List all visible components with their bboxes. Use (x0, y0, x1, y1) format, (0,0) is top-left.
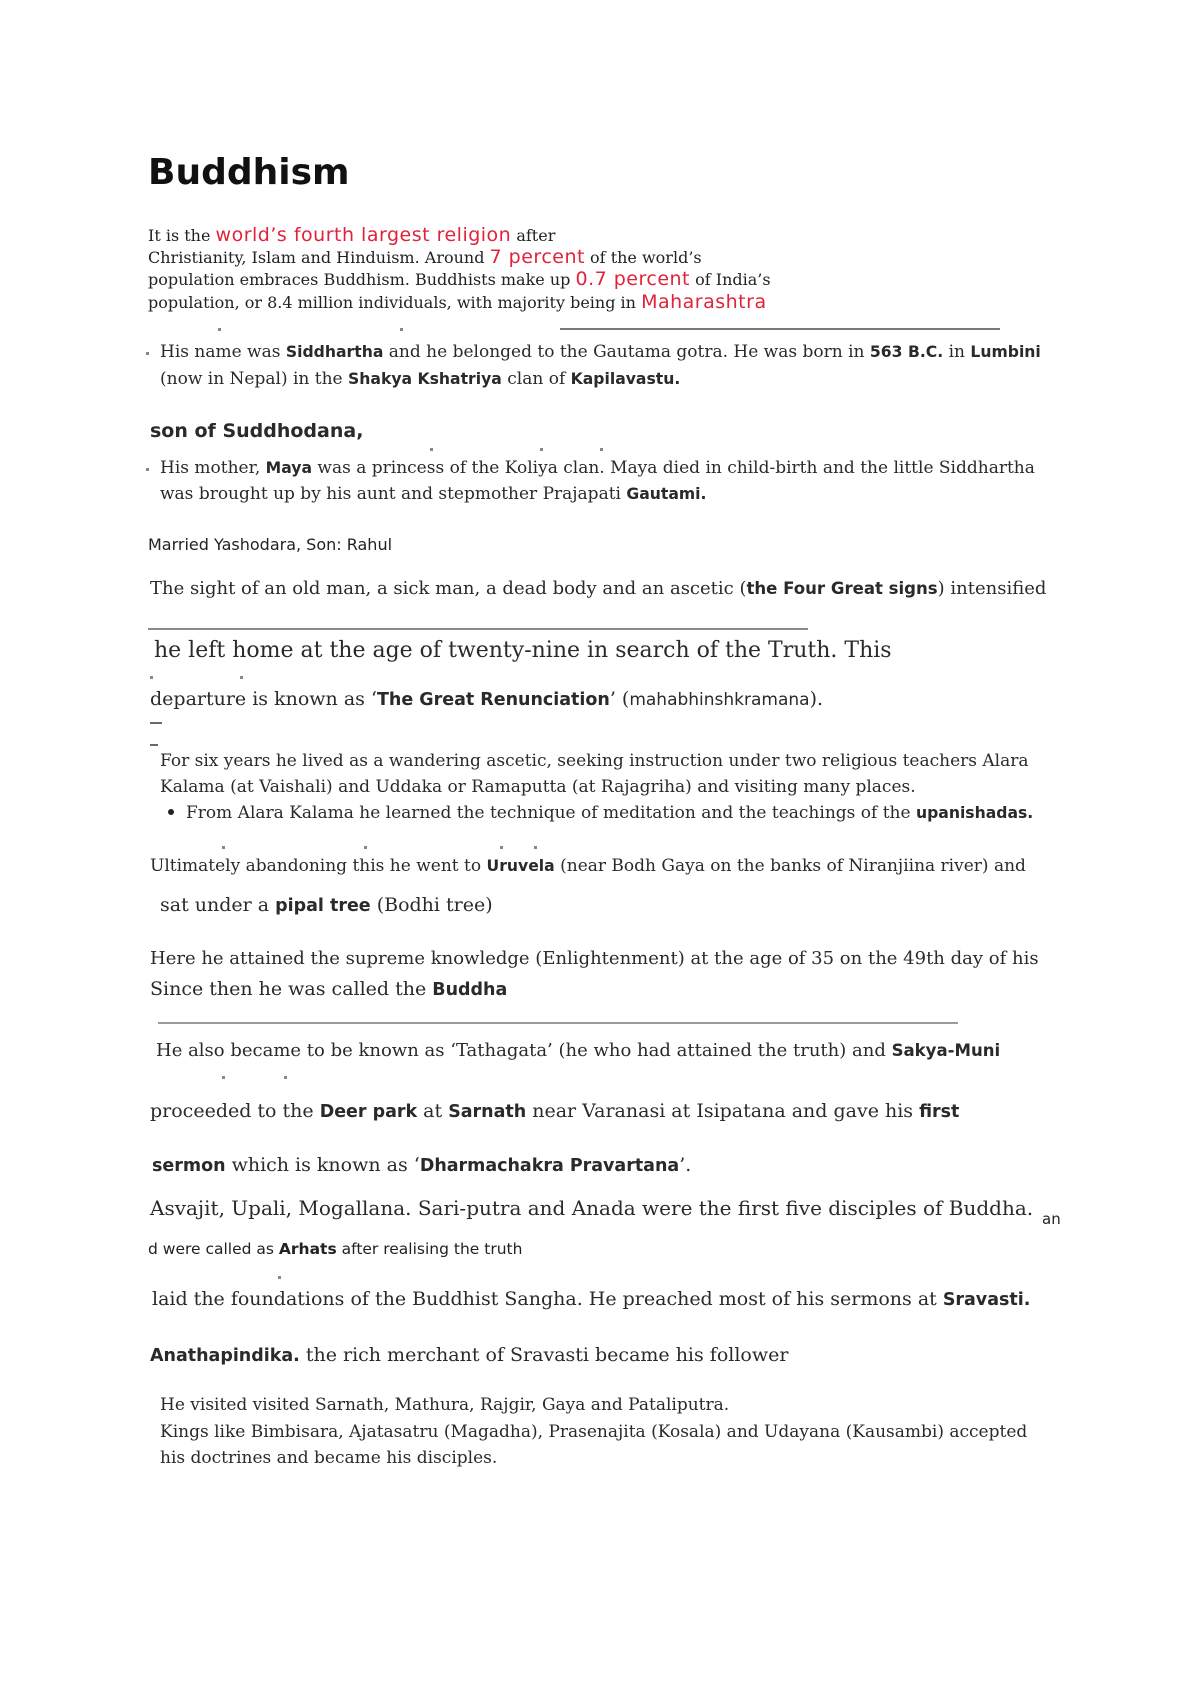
scan-artifact-line (150, 722, 162, 724)
arhats-line: d were called as Arhats after realising the truth (148, 1240, 523, 1258)
sermon-line: sermon which is known as ‘Dharmachakra Pravartana’. (152, 1154, 692, 1176)
scan-artifact-mark (146, 468, 149, 471)
scan-artifact-mark (534, 846, 537, 849)
intro-line-3: population embraces Buddhism. Buddhists make up 0.7 percent of India’s (148, 268, 771, 290)
intro-line-1: It is the world’s fourth largest religion after (148, 224, 556, 246)
scan-artifact-mark (540, 448, 543, 451)
scan-artifact-line (158, 1022, 958, 1024)
siddhartha-line-1: His name was Siddhartha and he belonged to the Gautama gotra. He was born in 563 B.C. in Lumbini (160, 342, 1041, 362)
mother-line-1: His mother, Maya was a princess of the Koliya clan. Maya died in child-birth and the little Siddhartha (160, 458, 1035, 478)
scan-artifact-mark (150, 676, 153, 679)
sangha-line: laid the foundations of the Buddhist Sangha. He preached most of his sermons at Sravasti. (152, 1288, 1031, 1310)
buddha-line: Since then he was called the Buddha (150, 978, 508, 1000)
disciples-tail: an (1042, 1210, 1061, 1228)
scan-artifact-mark (278, 1276, 281, 1279)
scan-artifact-mark (430, 448, 433, 451)
scan-artifact-mark (222, 846, 225, 849)
scan-artifact-mark (500, 846, 503, 849)
anathapindika-line: Anathapindika. the rich merchant of Sravasti became his follower (150, 1344, 789, 1366)
ascetic-line-3: From Alara Kalama he learned the technique of meditation and the teachings of the upanishadas. (168, 803, 1033, 823)
tathagata-line: He also became to be known as ‘Tathagata’ (he who had attained the truth) and Sakya-Muni (156, 1040, 1001, 1061)
visited-line-1: He visited visited Sarnath, Mathura, Rajgir, Gaya and Pataliputra. (160, 1395, 730, 1415)
left-home-line: he left home at the age of twenty-nine in search of the Truth. This (154, 638, 892, 663)
deer-park-line: proceeded to the Deer park at Sarnath near Varanasi at Isipatana and gave his first (150, 1100, 960, 1122)
scan-artifact-mark (284, 1076, 287, 1079)
signs-line: The sight of an old man, a sick man, a dead body and an ascetic (the Four Great signs) intensified (150, 578, 1047, 599)
scan-artifact-line (150, 744, 158, 746)
scan-artifact-line (148, 628, 808, 630)
father-line: son of Suddhodana, (150, 420, 364, 442)
scan-artifact-mark (240, 676, 243, 679)
scan-artifact-mark (600, 448, 603, 451)
scan-artifact-mark (222, 1076, 225, 1079)
bullet-icon (168, 809, 174, 815)
mother-line-2: was brought up by his aunt and stepmother Prajapati Gautami. (160, 484, 707, 504)
pipal-line: sat under a pipal tree (Bodhi tree) (160, 894, 493, 916)
intro-line-2: Christianity, Islam and Hinduism. Around 7 percent of the world’s (148, 246, 702, 268)
enlightenment-line: Here he attained the supreme knowledge (Enlightenment) at the age of 35 on the 49th day of his (150, 948, 1039, 969)
married-line: Married Yashodara, Son: Rahul (148, 535, 393, 554)
renunciation-line: departure is known as ‘The Great Renunciation’ (mahabhinshkramana). (150, 688, 824, 710)
ascetic-line-1: For six years he lived as a wandering ascetic, seeking instruction under two religious teachers Alara (160, 751, 1029, 771)
highlight-7-percent: 7 percent (489, 246, 585, 268)
uruvela-line: Ultimately abandoning this he went to Uruvela (near Bodh Gaya on the banks of Niranjiina river) and (150, 856, 1026, 876)
highlight-fourth-largest: world’s fourth largest religion (215, 224, 512, 246)
visited-line-2: Kings like Bimbisara, Ajatasatru (Magadha), Prasenajita (Kosala) and Udayana (Kausambi) accepted (160, 1422, 1028, 1442)
disciples-line: Asvajit, Upali, Mogallana. Sari-putra and Anada were the first five disciples of Buddha. (150, 1196, 1034, 1220)
ascetic-line-2: Kalama (at Vaishali) and Uddaka or Ramaputta (at Rajagriha) and visiting many places. (160, 777, 916, 797)
intro-line-4: population, or 8.4 million individuals, with majority being in Maharashtra (148, 291, 767, 313)
highlight-maharashtra: Maharashtra (641, 291, 767, 313)
scan-artifact-mark (400, 328, 403, 331)
scan-artifact-mark (218, 328, 221, 331)
siddhartha-line-2: (now in Nepal) in the Shakya Kshatriya clan of Kapilavastu. (160, 369, 681, 389)
visited-line-3: his doctrines and became his disciples. (160, 1448, 498, 1468)
scan-artifact-mark (364, 846, 367, 849)
page-title: Buddhism (148, 152, 350, 193)
scan-artifact-mark (146, 352, 149, 355)
highlight-0-7-percent: 0.7 percent (575, 268, 691, 290)
scan-artifact-line (560, 328, 1000, 330)
